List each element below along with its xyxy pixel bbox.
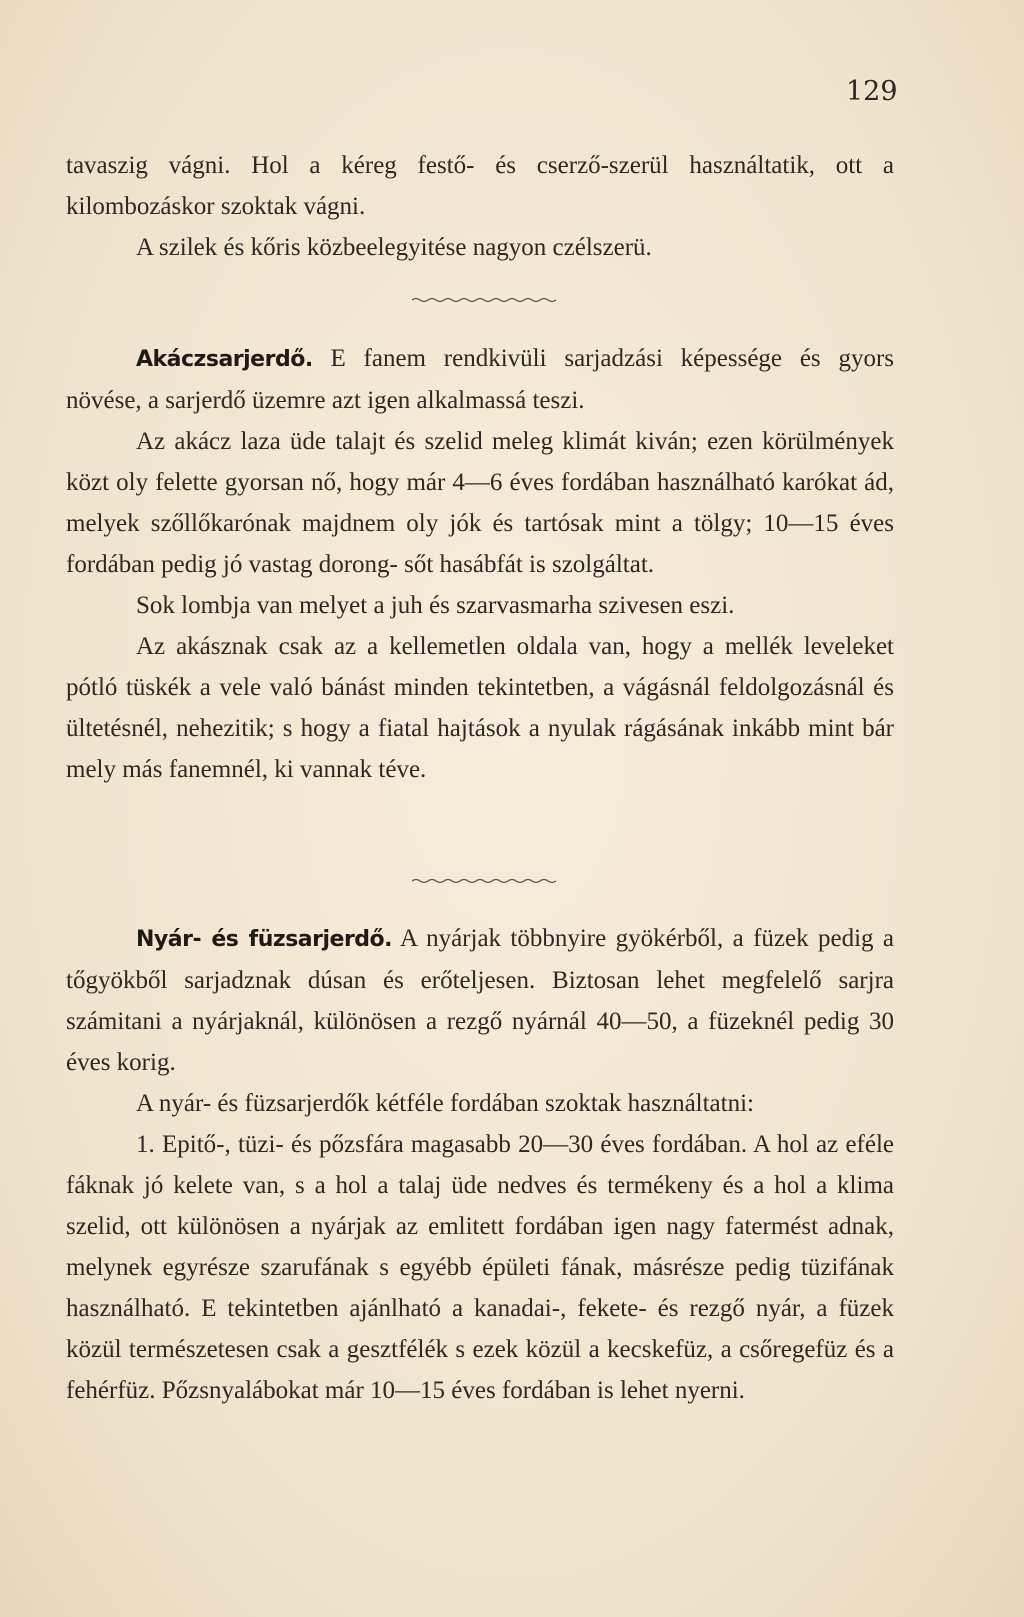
paragraph (66, 338, 894, 421)
paragraph: tavaszig vágni. Hol a kéreg festő- és cserző-szerül használtatik, ott a kilombozáskor szoktak vágni. (66, 152, 894, 220)
paragraph-text: E fanem rendkivüli sarjadzási képessége és gyors növése, a sarjerdő üzemre azt igen alkalmassá teszi. (66, 345, 894, 414)
section-divider (412, 296, 557, 304)
section-heading: Akáczsarjerdő. (136, 347, 313, 372)
page-number: 129 (846, 76, 898, 107)
paragraph-text: A nyárjak többnyire gyökérből, a füzek pedig a tőgyökből sarjadznak dúsan és erőteljesen. Biztosan lehet megfelelő sarjra számitani a nyárjaknál, különösen a rezgő nyárnál 40—50, a füzeknél pedig 30 éves korig. (66, 925, 894, 1076)
paragraph: Az akácz laza üde talajt és szelid meleg klimát kiván; ezen körülmények közt oly felette gyorsan nő, hogy már 4—6 éves fordában használható karókat ád, melyek szőllőkarónak majdnem oly jók és tartósak mint a tölgy; 10—15 éves fordában pedig jó vastag dorong- sőt hasábfát is szolgáltat. (66, 428, 894, 578)
paragraph (66, 918, 894, 1083)
paragraph: Az akásznak csak az a kellemetlen oldala van, hogy a mellék leveleket pótló tüskék a vele való bánást minden tekintetben, a vágásnál feldolgozásnál és ültetésnél, nehezitik; s hogy a fiatal hajtások a nyulak rágásának inkább mint bár mely más fanemnél, ki vannak téve. (66, 633, 894, 783)
paragraph: A nyár- és füzsarjerdők kétféle fordában szoktak használtatni: (136, 1090, 754, 1117)
section-divider (412, 877, 557, 885)
text-block-intro (66, 145, 894, 268)
section-nyar-es-fuzsarjerdo (66, 918, 894, 1411)
section-akaczsarjerdo (66, 338, 894, 790)
paragraph: 1. Epitő-, tüzi- és pőzsfára magasabb 20—30 éves fordában. A hol az eféle fáknak jó kelete van, s a hol a talaj üde nedves és termékeny és a hol a klima szelid, ott különösen a nyárjak az emlitett fordában igen nagy fatermést adnak, melynek egyrésze szarufának s egyébb épületi fának, másrésze pedig tüzifának használható. E tekintetben ajánlható a kanadai-, fekete- és rezgő nyár, a füzek közül természetesen csak a gesztfélék s ezek közül a kecskefüz, a csőregefüz és a fehérfüz. Pőzsnyalábokat már 10—15 éves fordában is lehet nyerni. (66, 1131, 894, 1404)
section-heading: Nyár- és füzsarjerdő. (136, 927, 393, 952)
paragraph: Sok lombja van melyet a juh és szarvasmarha szivesen eszi. (136, 592, 735, 619)
paragraph: A szilek és kőris közbeelegyitése nagyon czélszerü. (136, 234, 652, 261)
